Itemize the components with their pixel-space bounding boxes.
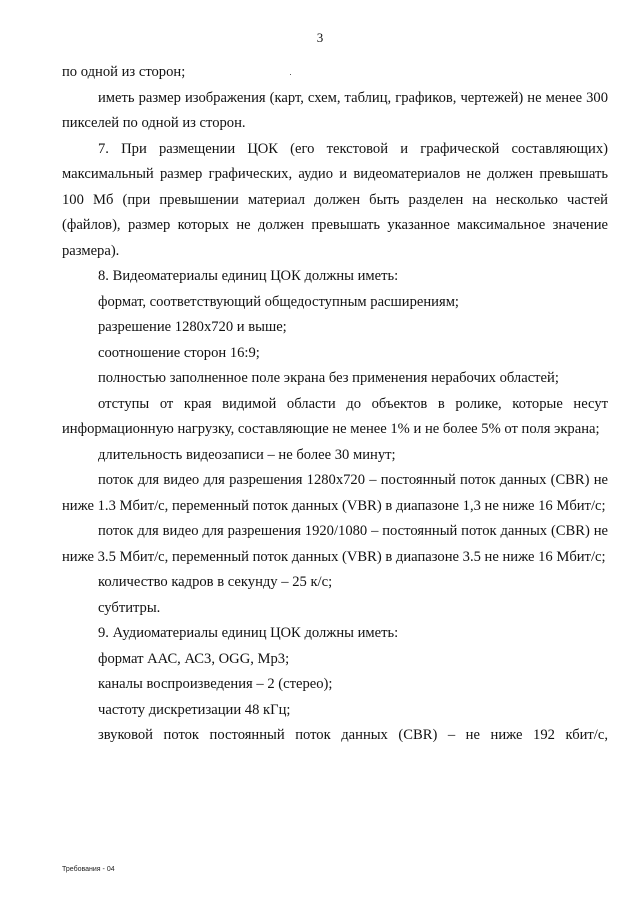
- paragraph: частоту дискретизации 48 кГц;: [98, 701, 291, 718]
- paragraph: формат, соответствующий общедоступным расширениям;: [98, 293, 459, 310]
- paragraph: полностью заполненное поле экрана без применения нерабочих областей;: [98, 370, 559, 386]
- paragraph: разрешение 1280х720 и выше;: [98, 319, 287, 335]
- paragraph: поток для видео для разрешения 1280х720 – постоянный поток данных (CBR) не ниже 1.3 Мбит/с, переменный поток данных (VBR) в диапазоне 1,3 не ниже 16 Мбит/с;: [62, 472, 608, 514]
- document-body: [62, 60, 608, 749]
- paragraph: 9. Аудиоматериалы единиц ЦОК должны иметь:: [98, 625, 399, 641]
- paragraph: количество кадров в секунду – 25 к/с;: [98, 574, 333, 590]
- paragraph: соотношение сторон 16:9;: [98, 344, 260, 361]
- paragraph: по одной из сторон;: [62, 64, 186, 80]
- paragraph: 8. Видеоматериалы единиц ЦОК должны иметь:: [98, 268, 399, 284]
- paragraph: иметь размер изображения (карт, схем, таблиц, графиков, чертежей) не менее 300 пикселей по одной из сторон.: [62, 89, 608, 131]
- page-number: 3: [316, 30, 324, 45]
- paragraph: формат ААС, АС3, OGG, Mp3;: [98, 650, 290, 667]
- paragraph: поток для видео для разрешения 1920/1080 – постоянный поток данных (CBR) не ниже 3.5 Мбит/с, переменный поток данных (VBR) в диапазоне 3.5 не ниже 16 Мбит/с;: [62, 523, 608, 565]
- paragraph: звуковой поток постоянный поток данных (CBR) – не ниже 192 кбит/с,: [98, 727, 608, 743]
- footer-doc-code: Требования - 04: [62, 866, 115, 873]
- paragraph: каналы воспроизведения – 2 (стерео);: [98, 676, 333, 692]
- paragraph: 7. При размещении ЦОК (его текстовой и графической составляющих) максимальный размер графических, аудио и видеоматериалов не должен превышать 100 Мб (при превышении материал должен быть разделен на несколько частей (файлов), размер которых не должен превышать указанное максимальное значение размера).: [62, 140, 608, 259]
- paragraph: субтитры.: [98, 599, 161, 616]
- paragraph: отступы от края видимой области до объектов в ролике, которые несут информационную нагрузку, составляющие не менее 1% и не более 5% от поля экрана;: [62, 395, 608, 437]
- paragraph: длительность видеозаписи – не более 30 минут;: [98, 446, 396, 463]
